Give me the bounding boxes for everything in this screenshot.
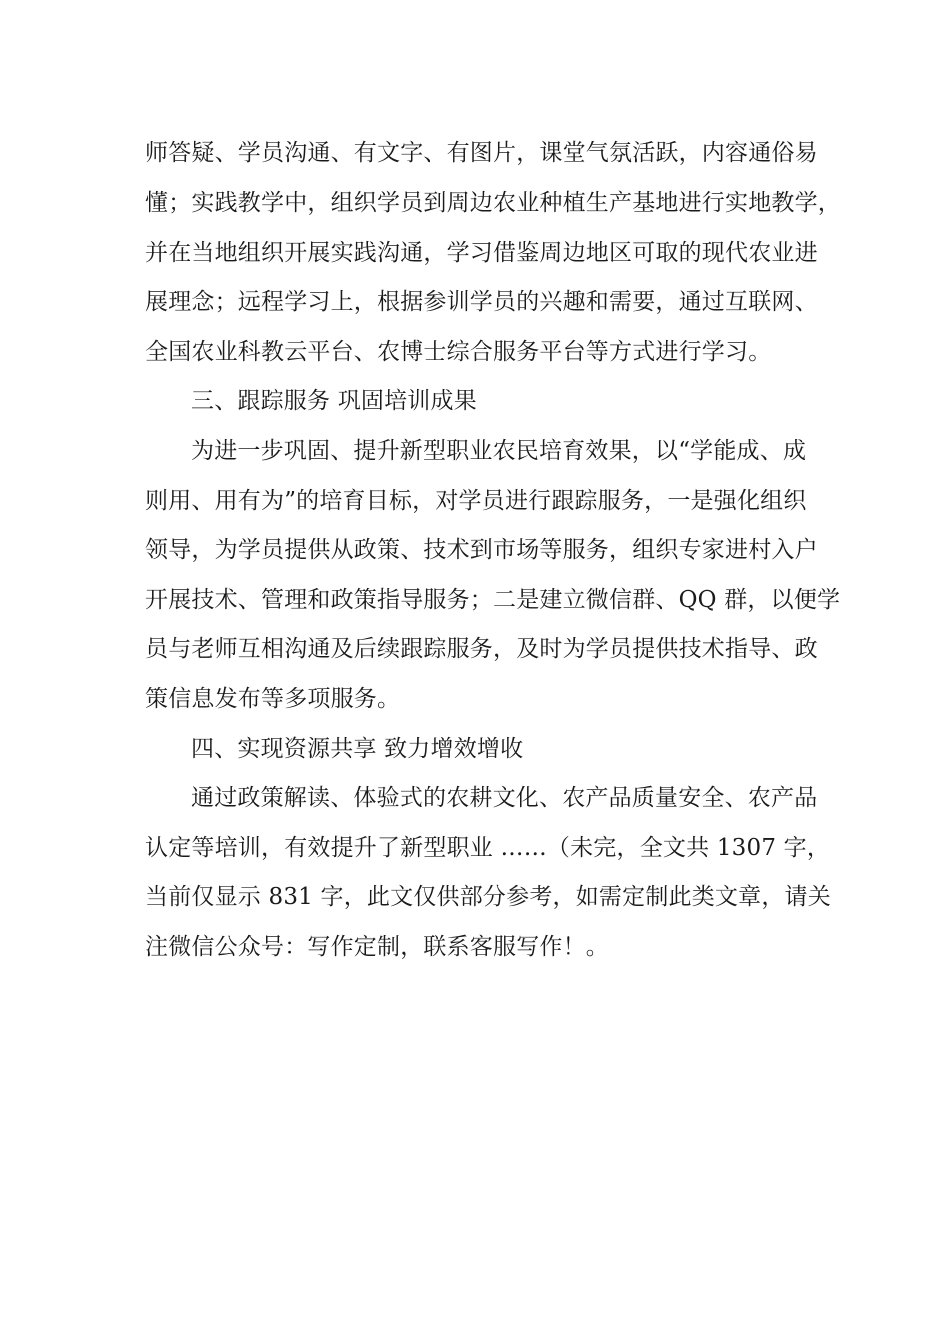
body-text-line: 认定等培训，有效提升了新型职业 ……（未完，全文共 1307 字， — [145, 835, 831, 861]
section-heading-4: 四、实现资源共享 致力增效增收 — [191, 736, 524, 762]
body-text-line: 为进一步巩固、提升新型职业农民培育效果，以“学能成、成 — [191, 438, 807, 464]
body-text-line: 则用、用有为”的培育目标，对学员进行跟踪服务，一是强化组织 — [145, 488, 807, 514]
section-heading-3: 三、跟踪服务 巩固培训成果 — [191, 388, 477, 414]
body-text-line: 领导，为学员提供从政策、技术到市场等服务，组织专家进村入户 — [145, 537, 818, 563]
body-text-line: 注微信公众号：写作定制，联系客服写作！。 — [145, 934, 609, 960]
body-text-line: 并在当地组织开展实践沟通，学习借鉴周边地区可取的现代农业进 — [145, 240, 818, 266]
body-text-line: 开展技术、管理和政策指导服务；二是建立微信群、QQ 群，以便学 — [145, 587, 841, 613]
body-text-line: 展理念；远程学习上，根据参训学员的兴趣和需要，通过互联网、 — [145, 289, 818, 315]
body-text-line: 当前仅显示 831 字，此文仅供部分参考，如需定制此类文章，请关 — [145, 884, 831, 910]
body-text-line: 懂；实践教学中，组织学员到周边农业种植生产基地进行实地教学， — [145, 190, 841, 216]
body-text-line: 全国农业科教云平台、农博士综合服务平台等方式进行学习。 — [145, 339, 772, 365]
body-text-line: 师答疑、学员沟通、有文字、有图片，课堂气氛活跃，内容通俗易 — [145, 140, 818, 166]
body-text-line: 员与老师互相沟通及后续跟踪服务，及时为学员提供技术指导、政 — [145, 636, 818, 662]
body-text-line: 策信息发布等多项服务。 — [145, 686, 401, 712]
body-text-line: 通过政策解读、体验式的农耕文化、农产品质量安全、农产品 — [191, 785, 818, 811]
